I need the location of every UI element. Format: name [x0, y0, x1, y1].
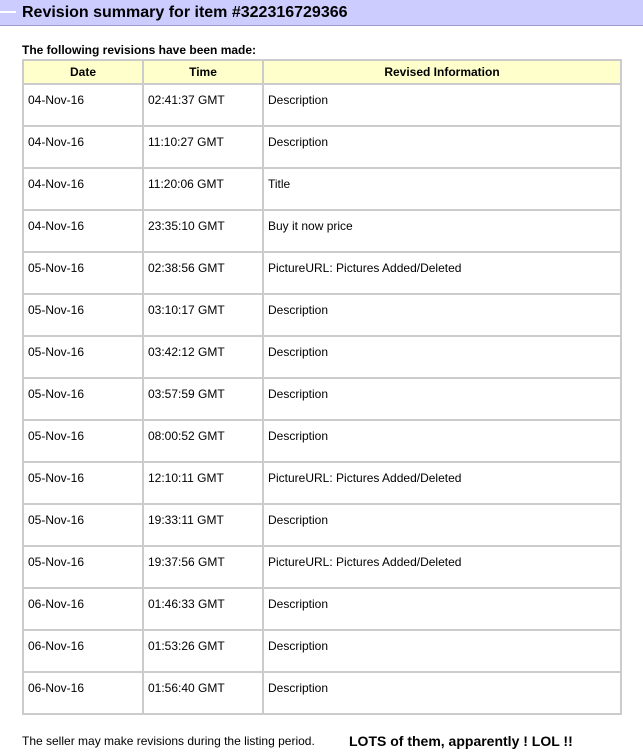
cell-date: 04-Nov-16 [24, 211, 142, 251]
table-row [24, 631, 620, 671]
cell-time: 03:42:12 GMT [144, 337, 262, 377]
revisions-table [22, 59, 622, 715]
cell-time: 03:57:59 GMT [144, 379, 262, 419]
table-row [24, 379, 620, 419]
table-row [24, 589, 620, 629]
cell-time: 01:53:26 GMT [144, 631, 262, 671]
cell-time: 11:20:06 GMT [144, 169, 262, 209]
cell-info: PictureURL: Pictures Added/Deleted [264, 547, 620, 587]
cell-date: 05-Nov-16 [24, 505, 142, 545]
column-header-date: Date [24, 61, 142, 83]
cell-info: Description [264, 505, 620, 545]
table-row [24, 85, 620, 125]
cell-time: 19:33:11 GMT [144, 505, 262, 545]
cell-info: Description [264, 337, 620, 377]
cell-date: 04-Nov-16 [24, 169, 142, 209]
table-row [24, 505, 620, 545]
cell-info: Description [264, 379, 620, 419]
cell-date: 05-Nov-16 [24, 295, 142, 335]
cell-date: 05-Nov-16 [24, 463, 142, 503]
cell-date: 05-Nov-16 [24, 421, 142, 461]
cell-time: 12:10:11 GMT [144, 463, 262, 503]
cell-info: Buy it now price [264, 211, 620, 251]
cell-date: 06-Nov-16 [24, 673, 142, 713]
cell-date: 05-Nov-16 [24, 379, 142, 419]
cell-time: 08:00:52 GMT [144, 421, 262, 461]
cell-info: Description [264, 127, 620, 167]
footer-comment: LOTS of them, apparently ! LOL !! [349, 733, 573, 749]
column-header-time: Time [144, 61, 262, 83]
cell-time: 02:41:37 GMT [144, 85, 262, 125]
table-row [24, 463, 620, 503]
cell-info: Description [264, 85, 620, 125]
cell-date: 04-Nov-16 [24, 127, 142, 167]
cell-date: 06-Nov-16 [24, 589, 142, 629]
cell-time: 19:37:56 GMT [144, 547, 262, 587]
cell-info: Description [264, 589, 620, 629]
page-header [0, 0, 643, 26]
table-row [24, 211, 620, 251]
cell-info: Description [264, 631, 620, 671]
cell-date: 05-Nov-16 [24, 253, 142, 293]
footer-note: The seller may make revisions during the listing period. [22, 734, 315, 748]
table-header-row [24, 61, 620, 83]
table-row [24, 547, 620, 587]
table-row [24, 169, 620, 209]
table-row [24, 337, 620, 377]
cell-time: 23:35:10 GMT [144, 211, 262, 251]
cell-time: 01:46:33 GMT [144, 589, 262, 629]
table-row [24, 421, 620, 461]
cell-info: Description [264, 295, 620, 335]
table-row [24, 253, 620, 293]
cell-time: 02:38:56 GMT [144, 253, 262, 293]
cell-info: PictureURL: Pictures Added/Deleted [264, 463, 620, 503]
cell-info: Description [264, 673, 620, 713]
cell-date: 05-Nov-16 [24, 337, 142, 377]
table-row [24, 127, 620, 167]
cell-date: 06-Nov-16 [24, 631, 142, 671]
header-rule [0, 11, 16, 13]
page-title: Revision summary for item #322316729366 [22, 4, 348, 21]
cell-time: 01:56:40 GMT [144, 673, 262, 713]
intro-text: The following revisions have been made: [22, 43, 257, 57]
cell-info: Title [264, 169, 620, 209]
cell-info: PictureURL: Pictures Added/Deleted [264, 253, 620, 293]
cell-time: 11:10:27 GMT [144, 127, 262, 167]
table-row [24, 673, 620, 713]
cell-time: 03:10:17 GMT [144, 295, 262, 335]
cell-info: Description [264, 421, 620, 461]
cell-date: 05-Nov-16 [24, 547, 142, 587]
table-row [24, 295, 620, 335]
column-header-revised-information: Revised Information [264, 61, 620, 83]
cell-date: 04-Nov-16 [24, 85, 142, 125]
